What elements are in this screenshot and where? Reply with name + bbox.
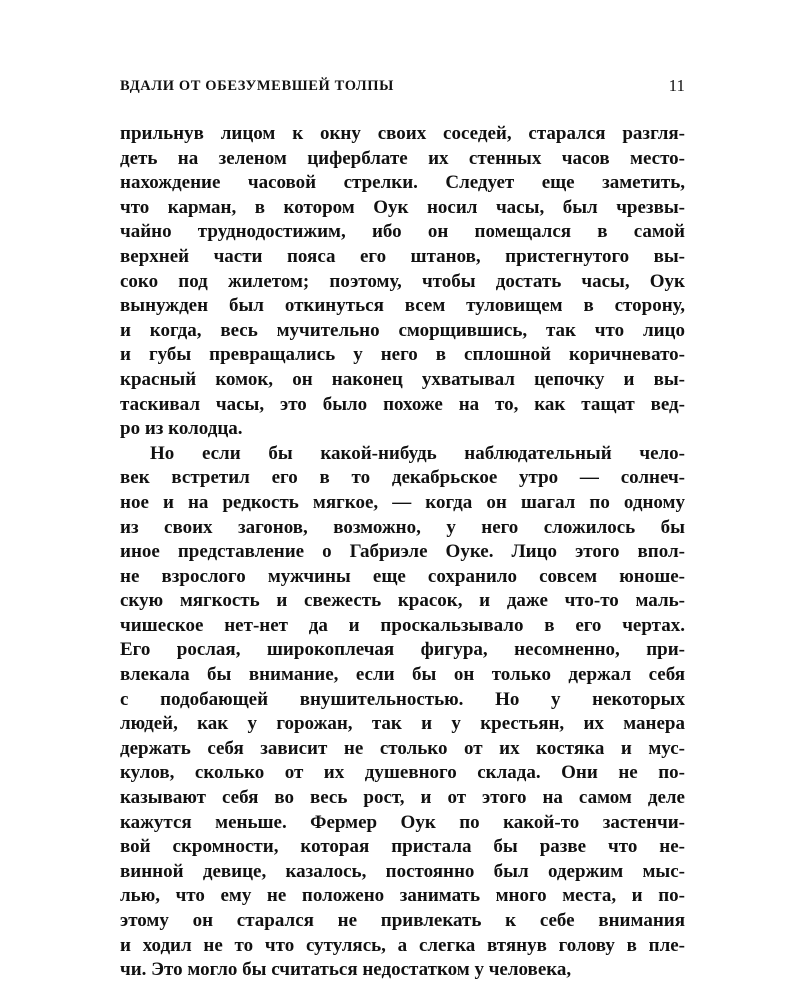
running-title: ВДАЛИ ОТ ОБЕЗУМЕВШЕЙ ТОЛПЫ	[120, 78, 394, 94]
text-line: Его рослая, широкоплечая фигура, несомненно, при-	[120, 639, 685, 661]
text-line: век встретил его в то декабрьское утро — солнеч-	[120, 467, 685, 489]
paragraph	[120, 122, 685, 442]
page-number: 11	[668, 76, 685, 95]
text-line: с подобающей внушительностью. Но у некоторых	[120, 688, 685, 710]
text-line: казывают себя во весь рост, и от этого на самом деле	[120, 787, 685, 809]
text-line: таскивал часы, это было похоже на то, как тащат вед-	[120, 393, 685, 415]
body-text	[120, 122, 685, 983]
text-line: что карман, в котором Оук носил часы, был чрезвы-	[120, 196, 685, 218]
text-line: кажутся меньше. Фермер Оук по какой-то застенчи-	[120, 811, 685, 833]
text-line: Но если бы какой-нибудь наблюдательный чело-	[150, 442, 685, 464]
text-line: вой скромности, которая пристала бы разве что не-	[120, 836, 685, 858]
text-line: и ходил не то что сутулясь, а слегка втянув голову в пле-	[120, 934, 685, 956]
text-line: держать себя зависит не столько от их костяка и мус-	[120, 737, 685, 759]
text-line: ро из колодца.	[120, 418, 243, 440]
text-line: влекала бы внимание, если бы он только держал себя	[120, 664, 685, 686]
paragraph	[120, 442, 685, 983]
text-line: иное представление о Габриэле Оуке. Лицо этого впол-	[120, 541, 685, 563]
text-line: и когда, весь мучительно сморщившись, так что лицо	[120, 319, 685, 341]
text-line: соко под жилетом; поэтому, чтобы достать часы, Оук	[120, 270, 685, 292]
text-line: не взрослого мужчины еще сохранило совсем юноше-	[120, 565, 685, 587]
text-line: прильнув лицом к окну своих соседей, старался разгля-	[120, 123, 685, 144]
book-page	[120, 72, 685, 983]
text-line: красный комок, он наконец ухватывал цепочку и вы-	[120, 368, 685, 390]
text-line: винной девице, казалось, постоянно был одержим мыс-	[120, 860, 685, 882]
text-line: верхней части пояса его штанов, пристегнутого вы-	[120, 245, 685, 267]
running-header	[120, 72, 685, 102]
text-line: людей, как у горожан, так и у крестьян, их манера	[120, 713, 685, 735]
text-line: кулов, сколько от их душевного склада. Они не по-	[120, 762, 685, 784]
text-line: и губы превращались у него в сплошной коричневато-	[120, 344, 685, 366]
text-line: чайно труднодостижим, ибо он помещался в самой	[120, 221, 685, 243]
text-line: ное и на редкость мягкое, — когда он шагал по одному	[120, 491, 685, 513]
text-line: из своих загонов, возможно, у него сложилось бы	[120, 516, 685, 538]
text-line: этому он старался не привлекать к себе внимания	[120, 910, 685, 931]
text-line: лью, что ему не положено занимать много места, и по-	[120, 885, 685, 907]
text-line: деть на зеленом циферблате их стенных часов место-	[120, 147, 685, 169]
text-line: чи. Это могло бы считаться недостатком у человека,	[120, 959, 572, 981]
text-line: чишеское нет-нет да и проскальзывало в его чертах.	[120, 614, 685, 636]
text-line: скую мягкость и свежесть красок, и даже что-то маль-	[120, 590, 685, 612]
text-line: вынужден был откинуться всем туловищем в сторону,	[120, 295, 685, 317]
text-line: нахождение часовой стрелки. Следует еще заметить,	[120, 172, 685, 194]
